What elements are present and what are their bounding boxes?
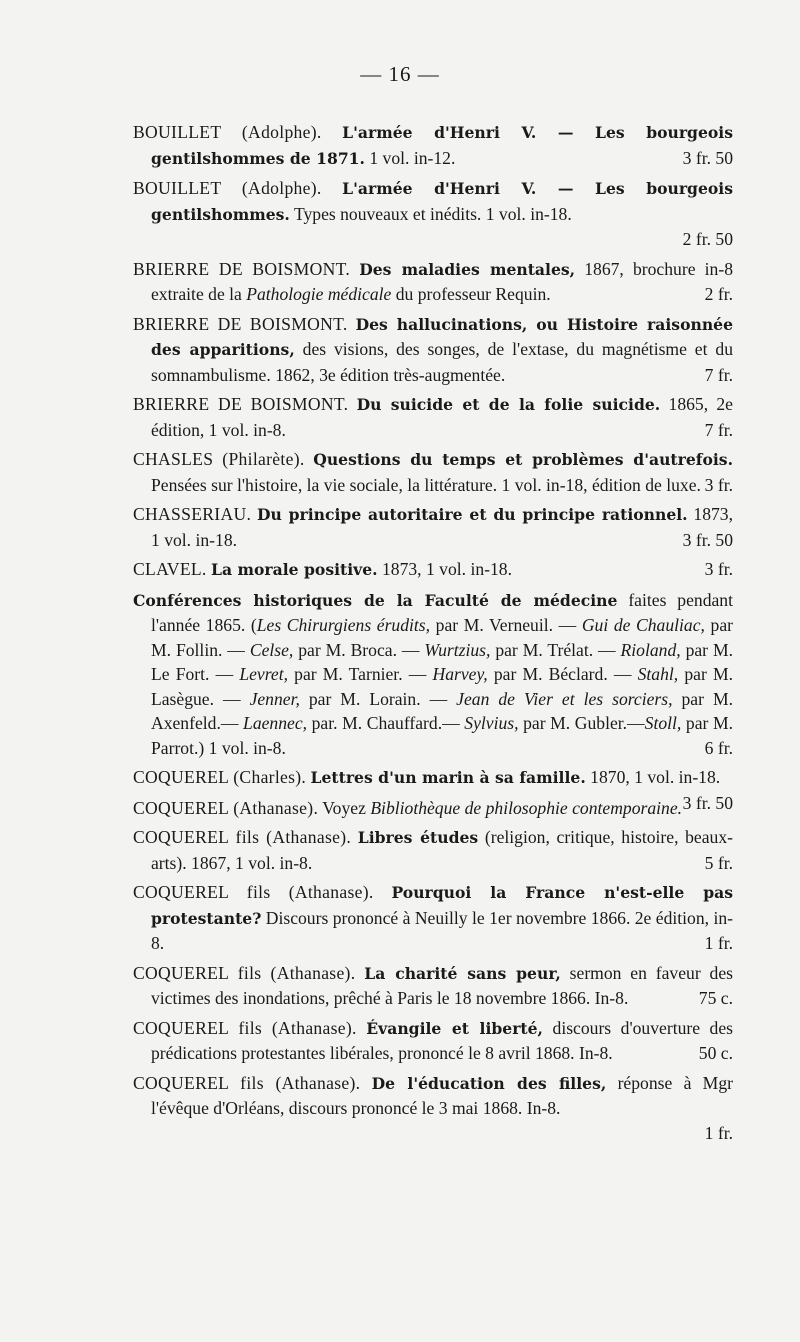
entry-price: 50 c. [698,1043,733,1063]
entry-author: COQUEREL fils (Athanase). [133,1017,357,1038]
entry-desc: 1867, brochure in-8 extraite de la [151,258,733,304]
entry-author: COQUEREL fils (Athanase). [133,962,356,983]
entry-author: BOUILLET (Adolphe). [133,122,322,142]
entry-price: 2 fr. [704,284,733,304]
conference-italic: Rioland, [620,639,681,660]
entry-author: CHASLES (Philarète). [133,449,305,469]
entry-title: Du principe autoritaire et du principe rationnel. [256,505,688,524]
conference-italic: Jenner, [249,688,300,709]
conference-text: faites pendant l'année 1865. ( [151,589,733,635]
conference-entry [133,588,733,761]
entry-title: Libres études [357,828,479,847]
conference-italic: Levret, [239,664,289,684]
entry-price: 3 fr. [704,474,733,495]
conference-italic: Celse, [249,639,294,660]
entry-price: 3 fr. 50 [682,529,733,550]
entry-price: 1 fr. [704,933,733,953]
entry-title: Lettres d'un marin à sa famille. [310,768,586,787]
entry-title: L'armée d'Henri V. — Les bourgeois gentilshommes. [151,179,733,224]
entry-desc: Voyez [322,797,371,818]
conference-text: par M. Verneuil. — [430,615,582,635]
entry-desc: 1870, 1 vol. in-18. [590,767,721,787]
entry-price: 7 fr. [704,419,733,440]
catalog-entry [133,447,733,497]
conference-text: par M. Béclard. — [487,664,638,684]
entry-desc-italic: Bibliothèque de philosophie contemporaine. [370,797,683,818]
entry-price: 75 c. [698,988,733,1008]
catalog-entry [133,1071,733,1146]
conference-italic: Stahl, [637,664,679,684]
conference-text: par M. Trélat. — [490,639,621,660]
catalog-entry [133,961,733,1011]
catalog-entry [133,796,733,821]
conference-text: par M. Axenfeld.— [151,688,733,733]
entry-desc: 1873, 1 vol. in-18. [381,559,512,579]
entry-price: 3 fr. 50 [682,147,733,168]
conference-italic: Gui de Chauliac, [581,615,705,635]
conference-text: par M. Parrot.) 1 vol. in-8. [151,713,733,758]
catalog-entry [133,557,733,583]
entry-author: CLAVEL. [133,559,207,579]
entry-desc: 1 vol. in-12. [369,147,456,168]
catalog-entry [133,176,733,252]
entry-author: BOUILLET (Adolphe). [133,178,322,198]
conference-italic: Laennec, [243,713,308,733]
entry-author: COQUEREL fils (Athanase). [133,827,352,847]
conference-text: par M. Broca. — [293,639,425,660]
catalog-entry [133,502,733,552]
conference-text: par M. Gubler.— [518,713,645,733]
entry-author: BRIERRE DE BOISMONT. [133,394,349,414]
entry-price: 6 fr. [704,737,733,758]
entry-title: Questions du temps et problèmes d'autrefois. [313,450,733,469]
entry-author: CHASSERIAU. [133,504,252,524]
entry-desc: Discours prononcé à Neuilly le 1er novembre 1866. 2e édition, in-8. [151,907,733,953]
conference-text: par M. Follin. — [151,615,734,660]
catalog-entry [133,312,733,388]
conference-italic: Jean de Vier et les sorciers, [456,688,673,709]
catalog-entry [133,257,733,307]
entry-title: Du suicide et de la folie suicide. [356,395,661,414]
entry-title: Pourquoi la France n'est-elle pas protestante? [151,883,733,928]
conference-italic: Stoll, [644,713,682,733]
entry-price: 3 fr. 50 [682,792,733,813]
entry-desc: 1873, 1 vol. in-18. [151,504,733,550]
catalog-entry [133,825,733,875]
entry-desc: (religion, critique, histoire, beaux-arts). 1867, 1 vol. in-8. [151,827,734,873]
conference-text: par M. Lorain. — [299,688,457,709]
entry-desc: réponse à Mgr l'évêque d'Orléans, discours prononcé le 3 mai 1868. In-8. [151,1072,733,1118]
entry-desc: du professeur Requin. [391,284,551,304]
catalog-entries [133,120,733,1150]
conference-title: Conférences historiques de la Faculté de médecine [133,590,618,610]
conference-text: par M. Lasègue. — [151,664,733,709]
entry-title: Des hallucinations, ou Histoire raisonnée des apparitions, [151,314,734,359]
entry-title: De l'éducation des filles, [371,1073,607,1093]
entry-desc: Pensées sur l'histoire, la vie sociale, la littérature. 1 vol. in-18, édition de luxe. [151,474,701,495]
entry-title: La charité sans peur, [364,963,561,983]
conference-italic: Les Chirurgiens érudits, [256,615,431,635]
entry-price: 5 fr. [704,852,733,873]
catalog-entry [133,1016,733,1066]
entry-author: COQUEREL (Athanase). [133,797,319,818]
entry-price: 2 fr. 50 [682,229,733,249]
conference-italic: Sylvius, [464,713,519,733]
entry-price: 1 fr. [704,1122,733,1143]
entry-title: Évangile et liberté, [366,1018,543,1038]
conference-text: par M. Tarnier. — [288,664,433,684]
entry-author: COQUEREL (Charles). [133,767,307,787]
entry-author: COQUEREL fils (Athanase). [133,882,374,902]
entry-desc-italic: Pathologie médicale [246,284,392,304]
conference-italic: Harvey, [432,664,488,684]
entry-author: BRIERRE DE BOISMONT. [133,258,351,279]
entry-title: Des maladies mentales, [359,259,576,279]
catalog-entry [133,120,733,171]
entry-desc: des visions, des songes, de l'extase, du magnétisme et du somnambulisme. 1862, 3e édition très-augmentée. [151,339,733,385]
catalog-entry [133,392,733,442]
entry-desc: sermon en faveur des victimes des inondations, prêché à Paris le 18 novembre 1866. In-8. [151,962,733,1008]
entry-title: La morale positive. [211,560,378,579]
entry-price: 7 fr. [704,364,733,385]
entry-price: 3 fr. [704,559,733,579]
entry-author: BRIERRE DE BOISMONT. [133,313,348,334]
conference-text: par M. Le Fort. — [151,639,733,684]
entry-desc: 1865, 2e édition, 1 vol. in-8. [151,394,733,440]
entry-author: COQUEREL fils (Athanase). [133,1072,361,1093]
entry-title: L'armée d'Henri V. — Les bourgeois gentilshommes de 1871. [151,123,733,168]
conference-text: par. M. Chauffard.— [307,713,465,733]
conference-italic: Wurtzius, [424,639,491,660]
catalog-entry [133,880,733,956]
entry-desc: Types nouveaux et inédits. 1 vol. in-18. [293,203,572,224]
page-number: — 16 — [360,62,440,86]
entry-desc: discours d'ouverture des prédications protestantes libérales, prononcé le 8 avril 1868. In-8. [151,1017,734,1063]
